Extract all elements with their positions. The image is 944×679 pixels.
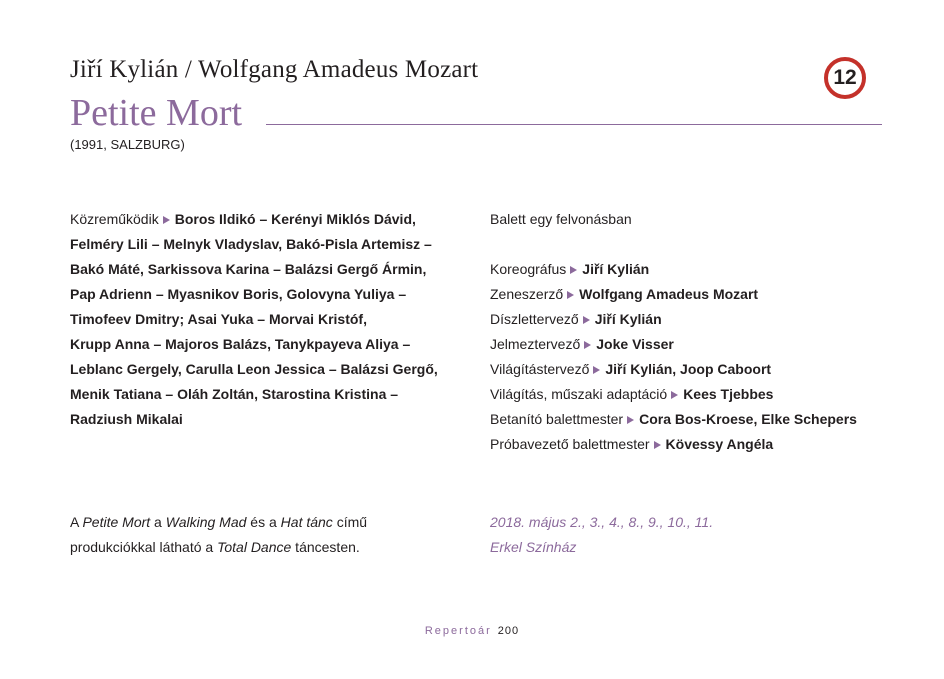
cast-names: Boros Ildikó – Kerényi Miklós Dávid, (174, 211, 416, 227)
note-text: és a (246, 514, 281, 530)
work-title: Petite Mort (82, 514, 151, 530)
performance-info (490, 510, 713, 560)
credit-line (490, 357, 910, 382)
work-title: Hat tánc (280, 514, 333, 530)
arrow-right-icon (584, 341, 591, 349)
credit-name: Kees Tjebbes (683, 386, 774, 402)
arrow-right-icon (583, 316, 590, 324)
credit-line (490, 257, 910, 282)
credit-role: Koreográfus (490, 261, 567, 277)
credit-name: Jiří Kylián (582, 261, 650, 277)
credit-role: Világítás, műszaki adaptáció (490, 386, 668, 402)
arrow-right-icon (570, 266, 577, 274)
note-text: A (70, 514, 83, 530)
cast-label: Közreműködik (70, 211, 159, 227)
cast-line: Timofeev Dmitry; Asai Yuka – Morvai Kristóf, (70, 311, 367, 327)
section-name: Repertoár (424, 625, 492, 637)
credit-line (490, 282, 910, 307)
credit-name: Jiří Kylián, Joop Caboort (605, 361, 772, 377)
composers-heading: Jiří Kylián / Wolfgang Amadeus Mozart (70, 56, 479, 83)
cast-line: Pap Adrienn – Myasnikov Boris, Golovyna Yuliya – (70, 286, 407, 302)
title-row (70, 93, 882, 133)
credit-role: Próbavezető balettmester (490, 436, 650, 452)
page-number: 200 (497, 625, 520, 637)
performance-dates: 2018. május 2., 3., 4., 8., 9., 10., 11. (490, 514, 714, 530)
note-line (70, 510, 367, 535)
note-text: a (150, 514, 166, 530)
note-text: című (332, 514, 368, 530)
credit-role: Betanító balettmester (490, 411, 624, 427)
cast-line: Krupp Anna – Majoros Balázs, Tanykpayeva Aliya – (70, 336, 411, 352)
credit-role: Jelmeztervező (490, 336, 581, 352)
age-rating-badge: 12 (824, 57, 866, 99)
credit-line (490, 432, 910, 457)
credit-name: Joke Visser (596, 336, 674, 352)
note-line (70, 535, 367, 560)
cast-line (70, 207, 460, 232)
credit-line (490, 332, 910, 357)
title-rule (266, 124, 882, 125)
credit-role: Világítástervező (490, 361, 590, 377)
cast-line: Radziush Mikalai (70, 411, 183, 427)
credit-line (490, 307, 910, 332)
cast-line: Bakó Máté, Sarkissova Karina – Balázsi Gergő Ármin, (70, 261, 427, 277)
arrow-right-icon (163, 216, 170, 224)
page-footer (0, 625, 944, 637)
venue: Erkel Színház (490, 539, 577, 555)
cast-line: Leblanc Gergely, Carulla Leon Jessica – Balázsi Gergő, (70, 361, 438, 377)
credit-name: Cora Bos-Kroese, Elke Schepers (639, 411, 857, 427)
arrow-right-icon (593, 366, 600, 374)
page-title: Petite Mort (70, 92, 243, 134)
work-title: Walking Mad (165, 514, 247, 530)
note-text: táncesten. (291, 539, 360, 555)
credit-line (490, 382, 910, 407)
arrow-right-icon (627, 416, 634, 424)
cast-line: Menik Tatiana – Oláh Zoltán, Starostina Kristina – (70, 386, 399, 402)
cast-line: Felméry Lili – Melnyk Vladyslav, Bakó-Pisla Artemisz – (70, 236, 432, 252)
work-title: Total Dance (217, 539, 292, 555)
premiere-info: (1991, SALZBURG) (70, 137, 185, 152)
production-note (70, 510, 367, 560)
arrow-right-icon (654, 441, 661, 449)
ballet-description: Balett egy felvonásban (490, 211, 632, 227)
arrow-right-icon (671, 391, 678, 399)
credit-role: Díszlettervező (490, 311, 579, 327)
credit-line (490, 407, 910, 432)
note-text: produkciókkal látható a (70, 539, 218, 555)
cast-block (70, 207, 460, 432)
credit-name: Kövessy Angéla (665, 436, 774, 452)
credit-name: Jiří Kylián (594, 311, 662, 327)
credit-name: Wolfgang Amadeus Mozart (579, 286, 759, 302)
arrow-right-icon (567, 291, 574, 299)
credit-role: Zeneszerző (490, 286, 564, 302)
credits-block (490, 207, 910, 457)
